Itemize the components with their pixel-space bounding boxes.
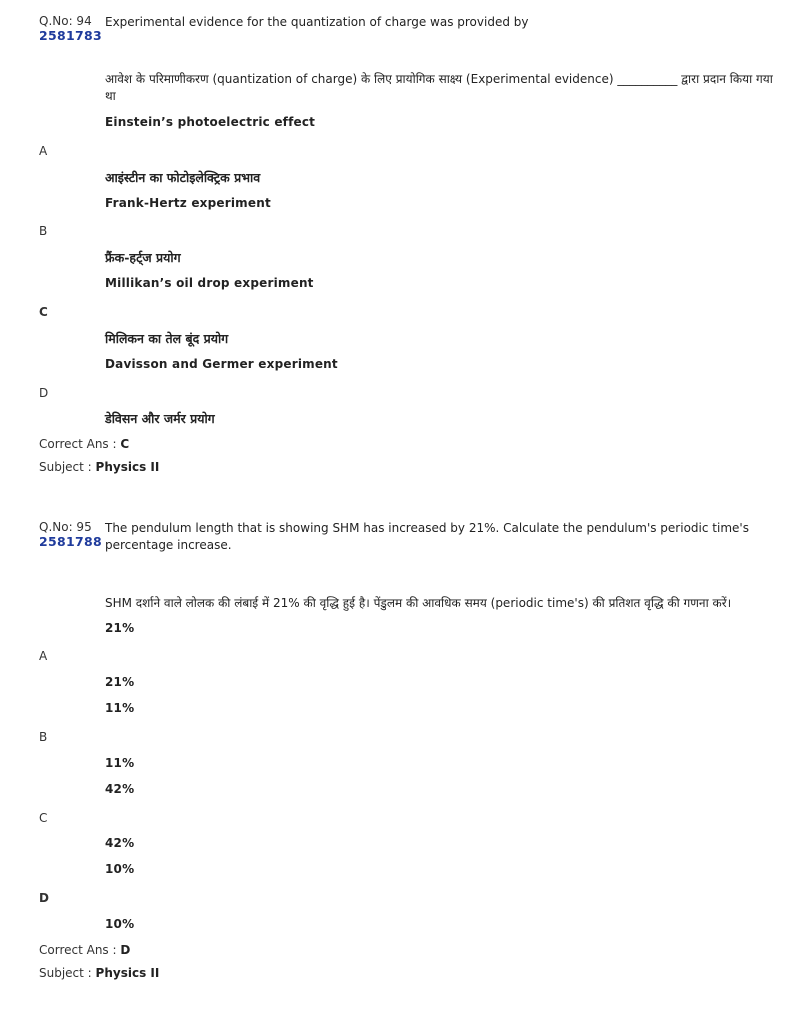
option-d-letter: D [39,891,49,905]
option-b-text-hi: फ्रैंक-हर्ट्ज प्रयोग [105,250,181,265]
subject [39,460,159,474]
subject-value: Physics II [95,966,160,980]
option-c-text-hi: मिलिकन का तेल बूंद प्रयोग [105,331,229,346]
correct-answer-value: D [120,943,131,957]
question-number: Q.No: 95 [39,520,92,534]
option-c-letter: C [39,811,48,825]
correct-answer-value: C [120,437,130,451]
question-id: 2581783 [39,28,102,43]
question-text-en-cont: percentage increase. [105,538,232,552]
option-b-text-en: 11% [105,701,135,715]
option-a-letter: A [39,649,48,663]
question-text-hi-cont: था [105,89,116,103]
subject-label: Subject : [39,966,92,980]
question-text-hi: SHM दर्शाने वाले लोलक की लंबाई में 21% की वृद्धि हुई है। पेंडुलम की आवधिक समय (periodic time's) की प्रतिशत वृद्धि की गणना करें। [105,596,732,610]
correct-answer-label: Correct Ans : [39,943,117,957]
subject-label: Subject : [39,460,92,474]
option-d-text-hi: डेविसन और जर्मर प्रयोग [105,411,215,426]
option-b-letter: B [39,224,48,238]
question-text-en: Experimental evidence for the quantization of charge was provided by [105,15,529,29]
option-b-letter: B [39,730,48,744]
option-c-text-en: 42% [105,782,135,796]
option-c-letter: C [39,305,48,319]
option-c-text-hi: 42% [105,836,135,850]
option-a-text-hi: आइंस्टीन का फोटोइलेक्ट्रिक प्रभाव [105,170,261,185]
option-b-text-en: Frank-Hertz experiment [105,196,271,210]
option-c-text-en: Millikan’s oil drop experiment [105,276,314,290]
correct-answer-label: Correct Ans : [39,437,117,451]
subject-value: Physics II [95,460,160,474]
question-text-hi: आवेश के परिमाणीकरण (quantization of charge) के लिए प्रायोगिक साक्ष्य (Experimental evidence) __________ द्वारा प्रदान किया गया [105,72,773,86]
option-a-letter: A [39,144,48,158]
option-a-text-en: Einstein’s photoelectric effect [105,115,316,129]
option-d-text-hi: 10% [105,917,135,931]
correct-answer [39,437,129,451]
option-b-text-hi: 11% [105,756,135,770]
option-a-text-en: 21% [105,621,135,635]
option-d-letter: D [39,386,49,400]
question-id: 2581788 [39,534,102,549]
question-number: Q.No: 94 [39,14,92,28]
subject [39,966,159,980]
option-d-text-en: Davisson and Germer experiment [105,357,338,371]
option-d-text-en: 10% [105,862,135,876]
option-a-text-hi: 21% [105,675,135,689]
correct-answer [39,943,130,957]
question-text-en: The pendulum length that is showing SHM has increased by 21%. Calculate the pendulum's periodic time's [105,521,749,535]
